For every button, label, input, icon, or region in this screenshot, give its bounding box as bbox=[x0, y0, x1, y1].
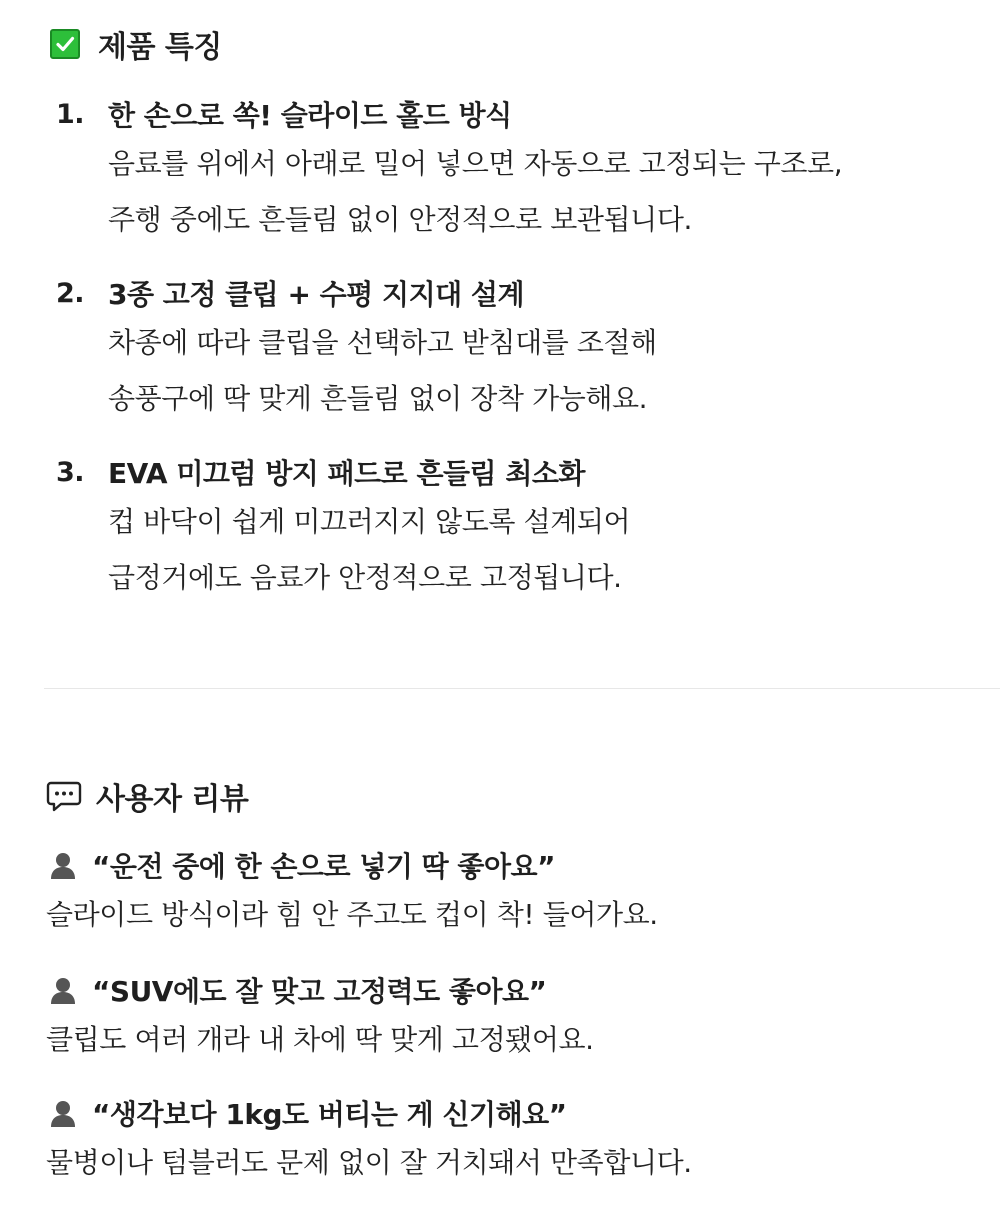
feature-title-text: 3종 고정 클립 + 수평 지지대 설계 bbox=[108, 278, 525, 311]
feature-title-text: EVA 미끄럼 방지 패드로 흔들림 최소화 bbox=[108, 457, 585, 490]
feature-description-line: 송풍구에 딱 맞게 흔들림 없이 장착 가능해요. bbox=[108, 382, 648, 415]
review-title bbox=[46, 970, 996, 1010]
person-icon bbox=[48, 1098, 78, 1128]
feature-description-line: 급정거에도 음료가 안정적으로 고정됩니다. bbox=[108, 561, 622, 594]
feature-item bbox=[56, 94, 996, 248]
feature-description-line: 차종에 따라 클립을 선택하고 받침대를 조절해 bbox=[108, 326, 657, 359]
feature-title bbox=[56, 273, 996, 313]
reviews-heading bbox=[46, 776, 248, 816]
review-item bbox=[46, 1093, 996, 1191]
review-title-text: “생각보다 1kg도 버티는 게 신기해요” bbox=[92, 1098, 567, 1131]
feature-item bbox=[56, 273, 996, 427]
feature-number: 1. bbox=[56, 98, 85, 130]
feature-number: 2. bbox=[56, 277, 85, 309]
review-item bbox=[46, 970, 996, 1068]
review-item bbox=[46, 845, 996, 943]
person-icon bbox=[48, 975, 78, 1005]
features-heading bbox=[48, 24, 222, 64]
feature-title bbox=[56, 452, 996, 492]
section-divider bbox=[44, 688, 1000, 689]
feature-number: 3. bbox=[56, 456, 85, 488]
check-mark-icon bbox=[50, 29, 80, 59]
review-title-text: “SUV에도 잘 맞고 고정력도 좋아요” bbox=[92, 975, 547, 1008]
review-body: 클립도 여러 개라 내 차에 딱 맞게 고정됐어요. bbox=[46, 1023, 594, 1056]
review-body: 물병이나 텀블러도 문제 없이 잘 거치돼서 만족합니다. bbox=[46, 1146, 692, 1179]
feature-description-line: 주행 중에도 흔들림 없이 안정적으로 보관됩니다. bbox=[108, 203, 692, 236]
feature-title bbox=[56, 94, 996, 134]
feature-description-line: 음료를 위에서 아래로 밀어 넣으면 자동으로 고정되는 구조로, bbox=[108, 147, 843, 180]
feature-item bbox=[56, 452, 996, 606]
feature-title-text: 한 손으로 쏙! 슬라이드 홀드 방식 bbox=[108, 99, 512, 132]
speech-bubble-icon bbox=[46, 779, 82, 813]
review-title-text: “운전 중에 한 손으로 넣기 딱 좋아요” bbox=[92, 850, 555, 883]
feature-description-line: 컵 바닥이 쉽게 미끄러지지 않도록 설계되어 bbox=[108, 505, 631, 538]
review-title bbox=[46, 845, 996, 885]
review-title bbox=[46, 1093, 996, 1133]
person-icon bbox=[48, 850, 78, 880]
features-heading-text: 제품 특징 bbox=[98, 30, 222, 65]
review-body: 슬라이드 방식이라 힘 안 주고도 컵이 착! 들어가요. bbox=[46, 898, 658, 931]
reviews-heading-text: 사용자 리뷰 bbox=[96, 782, 249, 817]
